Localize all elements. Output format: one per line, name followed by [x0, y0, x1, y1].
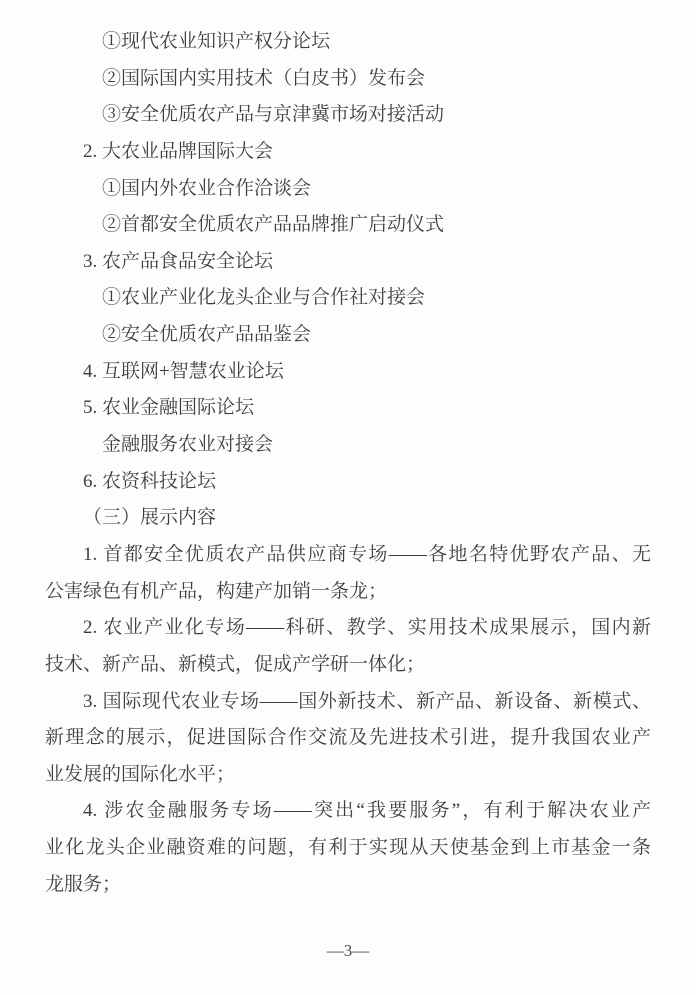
- document-line: 5. 农业金融国际论坛: [83, 397, 255, 419]
- document-line: 6. 农资科技论坛: [83, 470, 217, 492]
- document-body: [45, 24, 651, 903]
- document-line: 2. 农业产业化专场——科研、教学、实用技术成果展示，国内新: [83, 617, 651, 639]
- page-number: —3—: [326, 941, 370, 960]
- document-line: 新理念的展示，促进国际合作交流及先进技术引进，提升我国农业产: [45, 727, 651, 749]
- document-line: 3. 农产品食品安全论坛: [83, 250, 274, 272]
- document-line: 4. 涉农金融服务专场——突出“我要服务”，有利于解决农业产: [83, 800, 651, 822]
- document-line: ②首都安全优质农产品品牌推广启动仪式: [102, 214, 445, 236]
- document-line: ②安全优质农产品品鉴会: [102, 324, 312, 346]
- document-line: 龙服务；: [45, 873, 122, 895]
- document-line: ③安全优质农产品与京津冀市场对接活动: [102, 104, 445, 126]
- document-line: ①国内外农业合作洽谈会: [102, 177, 312, 199]
- document-line: （三）展示内容: [83, 507, 217, 529]
- document-line: 业发展的国际化水平；: [45, 763, 236, 785]
- document-line: 业化龙头企业融资难的问题，有利于实现从天使基金到上市基金一条: [45, 837, 651, 859]
- document-line: 3. 国际现代农业专场——国外新技术、新产品、新设备、新模式、: [83, 690, 651, 712]
- document-line: 技术、新产品、新模式，促成产学研一体化；: [45, 653, 426, 675]
- document-line: ②国际国内实用技术（白皮书）发布会: [102, 67, 426, 89]
- document-line: 2. 大农业品牌国际大会: [83, 140, 274, 162]
- document-line: 1. 首都安全优质农产品供应商专场——各地名特优野农产品、无: [83, 543, 651, 565]
- document-line: 4. 互联网+智慧农业论坛: [83, 360, 284, 382]
- document-line: 金融服务农业对接会: [102, 434, 274, 456]
- document-line: ①现代农业知识产权分论坛: [102, 31, 331, 52]
- document-line: ①农业产业化龙头企业与合作社对接会: [102, 287, 426, 309]
- document-line: 公害绿色有机产品，构建产加销一条龙；: [45, 580, 388, 602]
